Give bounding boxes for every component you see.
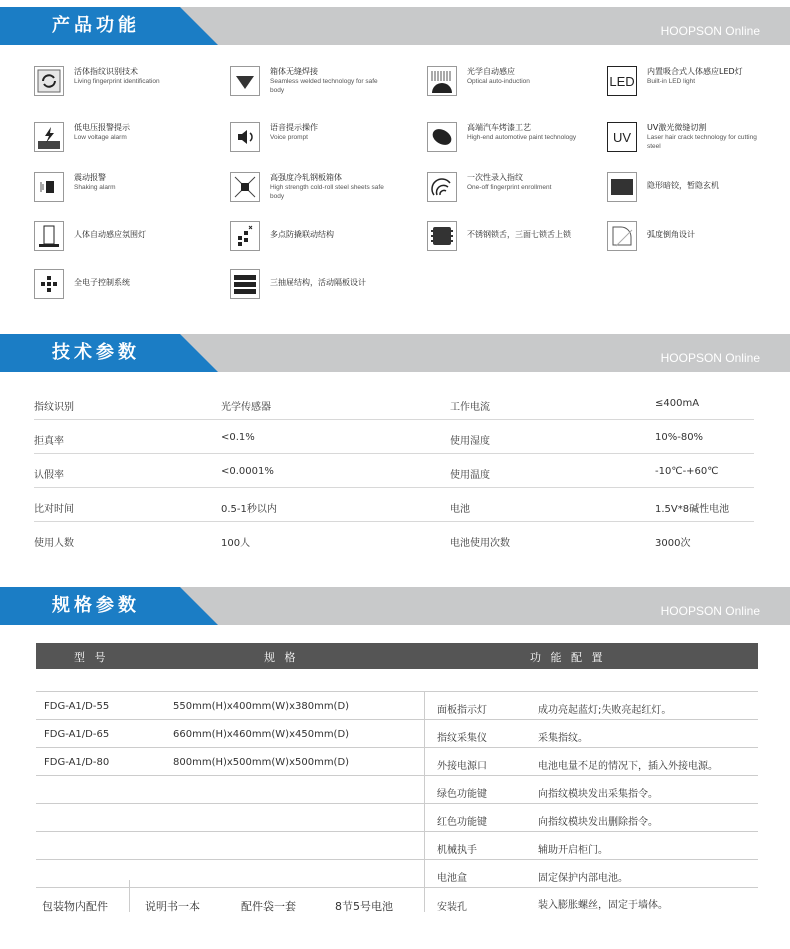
table-row: FDG-A1/D-80 800mm(H)x500mm(W)x500mm(D) 外接电源口 电池电量不足的情况下，插入外接电源。: [36, 748, 758, 776]
spec-table-header: [36, 643, 758, 669]
triangle-weld-icon: [230, 66, 260, 96]
feature-item: [34, 269, 224, 303]
speaker-icon: [230, 122, 260, 152]
feature-item: [230, 269, 420, 303]
feature-title: 多点防撬联动结构: [270, 230, 334, 239]
vibration-icon: [34, 172, 64, 202]
feature-subtitle: Laser hair crack technology for cutting steel: [647, 134, 757, 150]
feature-item: [34, 172, 224, 206]
feature-item: [427, 221, 617, 255]
feature-item: [230, 172, 420, 206]
feature-item: [427, 172, 617, 206]
lightning-icon: [34, 122, 64, 152]
feature-title: 三抽屉结构，活动隔板设计: [270, 278, 366, 287]
feature-title: 光学自动感应: [467, 67, 515, 76]
section-title: 规格参数: [52, 595, 140, 616]
header-size: 规 格: [264, 651, 299, 664]
tech-params-table: [34, 386, 754, 555]
package-row: 包装物内配件 说明书一本 配件袋一套 8节5号电池 安装孔 装入膨胀螺丝，固定于墙体。: [42, 900, 668, 913]
feature-subtitle: One-off fingerprint enrollment: [467, 184, 552, 191]
hidden-hinge-icon: [607, 172, 637, 202]
feature-item: [607, 122, 790, 156]
header-function: 功 能 配 置: [530, 651, 606, 664]
anti-pry-icon: [230, 221, 260, 251]
feature-item: [34, 122, 224, 156]
feature-title: 语音提示操作: [270, 123, 318, 132]
feature-title: 高强度冷轧钢板箱体: [270, 173, 342, 182]
feature-subtitle: High-end automotive paint technology: [467, 134, 577, 141]
feature-title: 内置吸合式人体感应LED灯: [647, 67, 743, 76]
feature-title: 一次性录入指纹: [467, 173, 523, 182]
table-row: FDG-A1/D-55 550mm(H)x400mm(W)x380mm(D) 面板指示灯 成功亮起蓝灯;失败亮起红灯。: [36, 691, 758, 720]
section-banner-features: [0, 7, 790, 45]
paint-icon: [427, 122, 457, 152]
feature-title: 活体指纹识别技术: [74, 67, 138, 76]
feature-item: [607, 221, 790, 255]
brand-text: HOOPSON Online: [660, 604, 760, 618]
optical-sensor-icon: [427, 66, 457, 96]
feature-title: UV激光微缝切割: [647, 123, 707, 132]
param-row: 拒真率 <0.1% 使用湿度 10%-80%: [34, 420, 754, 454]
param-row: 使用人数 100人 电池使用次数 3000次: [34, 538, 691, 549]
feature-subtitle: Seamless welded technology for safe body: [270, 78, 378, 94]
feature-item: [230, 122, 420, 156]
param-row: 指纹识别 光学传感器 工作电流 ≤400mA: [34, 386, 754, 420]
feature-title: 震动报警: [74, 173, 106, 182]
feature-item: [230, 221, 420, 255]
chamfer-icon: [607, 221, 637, 251]
package-label: 包装物内配件: [42, 900, 108, 913]
feature-title: 低电压报警提示: [74, 123, 130, 132]
feature-subtitle: Optical auto-induction: [467, 78, 530, 85]
feature-subtitle: Voice prompt: [270, 134, 308, 141]
ambient-light-icon: [34, 221, 64, 251]
brand-text: HOOPSON Online: [660, 351, 760, 365]
feature-item: [607, 66, 790, 100]
section-banner-spec: [0, 587, 790, 625]
header-model: 型 号: [74, 651, 109, 664]
feature-title: 不锈钢锁舌，三面七锁舌上锁: [467, 230, 571, 239]
table-row: 绿色功能键 向指纹模块发出采集指令。: [36, 776, 758, 804]
feature-title: 隐形暗铰，暂隐玄机: [647, 181, 719, 190]
fingerprint-recycle-icon: [34, 66, 64, 96]
param-row: 认假率 <0.0001% 使用温度 -10℃-+60℃: [34, 454, 754, 488]
steel-box-icon: [230, 172, 260, 202]
led-icon: LED: [607, 66, 637, 96]
feature-subtitle: Low voltage alarm: [74, 134, 127, 141]
section-title: 产品功能: [52, 15, 140, 36]
table-row: 电池盒 固定保护内部电池。: [36, 860, 758, 888]
feature-item: [427, 122, 617, 156]
table-row: 机械执手 辅助开启柜门。: [36, 832, 758, 860]
feature-subtitle: Living fingerprint identification: [74, 78, 160, 85]
brand-text: HOOPSON Online: [660, 24, 760, 38]
uv-icon: UV: [607, 122, 637, 152]
lock-bolt-icon: [427, 221, 457, 251]
feature-subtitle: Shaking alarm: [74, 184, 116, 191]
feature-title: 弧度倒角设计: [647, 230, 695, 239]
param-row: 比对时间 0.5-1秒以内 电池 1.5V*8碱性电池: [34, 488, 754, 522]
feature-item: [34, 66, 224, 100]
feature-title: 箱体无缝焊接: [270, 67, 318, 76]
feature-item: [607, 172, 790, 206]
table-row: 红色功能键 向指纹模块发出删除指令。: [36, 804, 758, 832]
section-banner-tech: [0, 334, 790, 372]
feature-item: [230, 66, 420, 100]
section-title: 技术参数: [52, 342, 140, 363]
feature-subtitle: High strength cold-roll steel sheets safe body: [270, 184, 384, 200]
feature-title: 人体自动感应氛围灯: [74, 230, 146, 239]
spec-table: [36, 691, 758, 920]
drawers-icon: [230, 269, 260, 299]
table-row: FDG-A1/D-65 660mm(H)x460mm(W)x450mm(D) 指纹采集仪 采集指纹。: [36, 720, 758, 748]
electronic-control-icon: [34, 269, 64, 299]
fingerprint-icon: [427, 172, 457, 202]
feature-subtitle: Built-in LED light: [647, 78, 696, 85]
feature-title: 高端汽车烤漆工艺: [467, 123, 531, 132]
feature-title: 全电子控制系统: [74, 278, 130, 287]
feature-item: [427, 66, 617, 100]
feature-item: [34, 221, 224, 255]
